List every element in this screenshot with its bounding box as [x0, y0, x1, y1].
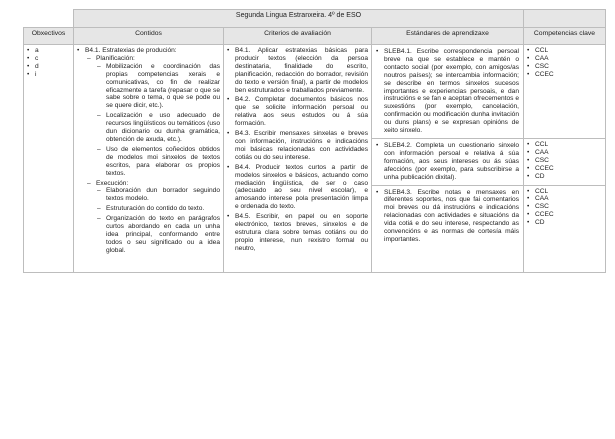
objectives-cell — [24, 45, 74, 273]
objective-item: • c — [27, 55, 70, 63]
standard-cell — [372, 185, 524, 272]
competence-cell — [524, 45, 606, 139]
objective-item: • i — [27, 71, 70, 79]
competence-item: • CSC — [527, 63, 602, 71]
criterion-item: • B4.1. Aplicar estratexias básicas para producir textos (elección da persoa destinataria, finalidade do escrito, planificación, redacción do borrador, revisión do texto e versión final), a partir de modelos ben estruturados e traballados previamente. — [227, 47, 368, 94]
competence-item: • CCEC — [527, 165, 602, 173]
execution-item: – Elaboración dun borrador seguindo textos modelo. — [97, 187, 220, 203]
standard-text: • SLEB4.1. Escribe correspondencia persoal breve na que se establece e mantén o contacto social (por exemplo, con amigos/as noutros países); se intercambia información; se describe en termos sinxelos sucesos importantes e experiencias persoais, e dan instrucións e se fan e aceptan ofrecementos e suxestións (por exemplo, cancelación, confirmación ou modificación dunha invitación ou duns plans) e se expresan opinións de xeito sinxelo. — [376, 48, 519, 135]
curriculum-table — [23, 9, 606, 273]
planning-item: – Mobilización e coordinación das propias competencias xerais e comunicativas, co fin de realizar eficazmente a tarefa (repasar o que se sabe sobre o tema, o que se pode ou se quere dicir, etc.). — [97, 63, 220, 110]
subject-title-filler — [524, 10, 606, 28]
objective-item: • d — [27, 63, 70, 71]
competence-item: • CCEC — [527, 71, 602, 79]
standard-cell — [372, 45, 524, 139]
header-row — [24, 28, 606, 45]
header-competences: Competencias clave — [524, 28, 606, 45]
header-standards: Estándares de aprendizaxe — [372, 28, 524, 45]
objectives-list — [27, 47, 70, 79]
subject-row — [24, 10, 606, 28]
header-criteria: Criterios de avaliación — [224, 28, 372, 45]
competence-item: • CSC — [527, 203, 602, 211]
competence-item: • CCL — [527, 141, 602, 149]
criterion-item: • B4.5. Escribir, en papel ou en soporte electrónico, textos breves, sinxelos e de estrutura clara sobre temas cotiáns ou do propio interese, nun rexistro formal ou neutro, — [227, 213, 368, 253]
competence-item: • CSC — [527, 157, 602, 165]
criterion-item: • B4.3. Escribir mensaxes sinxelas e breves con información, instrucións e indicacións moi básicas relacionadas con actividades cotiás ou do seu interese. — [227, 130, 368, 162]
competence-item: • CAA — [527, 55, 602, 63]
competence-item: • CCEC — [527, 211, 602, 219]
objective-item: • a — [27, 47, 70, 55]
criteria-cell — [224, 45, 372, 273]
competence-cell — [524, 185, 606, 272]
competence-list — [527, 47, 602, 79]
planning-label: – Planificación: — [87, 55, 220, 63]
criterion-item: • B4.4. Producir textos curtos a partir de modelos sinxelos e básicos, actuando como mediación lingüística, de ser o caso (adecuado ao seu nivel escolar), e amosando interese pola presentación limpa e ordenada do texto. — [227, 164, 368, 211]
competence-list — [527, 188, 602, 228]
contents-block-title: • B4.1. Estratexias de produción: — [77, 47, 220, 55]
subject-title: Segunda Lingua Estranxeira. 4º de ESO — [74, 10, 524, 28]
standard-text: • SLEB4.2. Completa un cuestionario sinxelo con información persoal e relativa á súa formación, aos seus intereses ou ás súas afeccións (por exemplo, para subscribirse a unha publicación dixital). — [376, 142, 519, 182]
standard-text: • SLEB4.3. Escribe notas e mensaxes en diferentes soportes, nos que fai comentarios moi breves ou dá instrucións e indicacións relacionadas con actividades e situacións da vida cotiá e do seu interese, respectando as convencións e as normas de cortesía máis importantes. — [376, 189, 519, 244]
competence-list — [527, 141, 602, 181]
competence-item: • CD — [527, 219, 602, 227]
execution-item: – Estruturación do contido do texto. — [97, 205, 220, 213]
header-objectives: Obxectivos — [24, 28, 74, 45]
criterion-item: • B4.2. Completar documentos básicos nos que se solicite información persoal ou relativa aos seus estudos ou á súa formación. — [227, 96, 368, 128]
header-contents: Contidos — [74, 28, 224, 45]
competence-item: • CCL — [527, 47, 602, 55]
body-row-1 — [24, 45, 606, 139]
competence-cell — [524, 138, 606, 185]
corner-blank — [24, 10, 74, 28]
competence-item: • CD — [527, 173, 602, 181]
planning-item: – Uso de elementos coñecidos obtidos de modelos moi sinxelos de textos escritos, para elaborar os propios textos. — [97, 146, 220, 178]
planning-item: – Localización e uso adecuado de recursos lingüísticos ou temáticos (uso dun dicionario ou dunha gramática, obtención de axuda, etc.). — [97, 112, 220, 144]
execution-label: – Execución: — [87, 180, 220, 188]
competence-item: • CAA — [527, 149, 602, 157]
execution-item: – Organización do texto en parágrafos curtos abordando en cada un unha idea principal, conformando entre todos o seu significado ou a idea global. — [97, 215, 220, 255]
contents-cell — [74, 45, 224, 273]
competence-item: • CCL — [527, 188, 602, 196]
standard-cell — [372, 138, 524, 185]
competence-item: • CAA — [527, 195, 602, 203]
